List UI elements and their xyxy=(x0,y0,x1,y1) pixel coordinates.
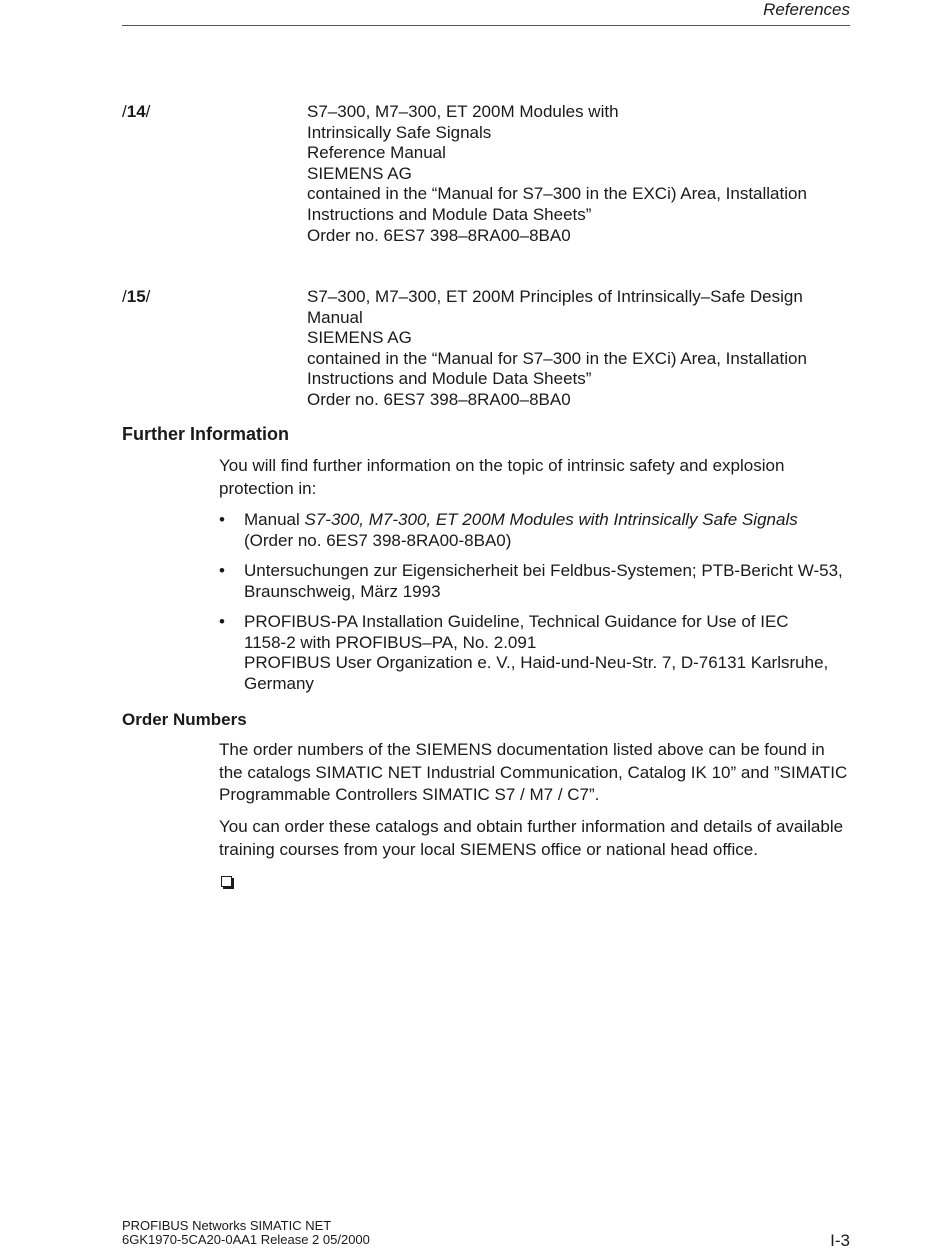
list-item-line: PROFIBUS-PA Installation Guideline, Technical Guidance for Use of IEC xyxy=(244,612,789,631)
reference-details xyxy=(307,287,852,411)
reference-line: Manual xyxy=(307,307,363,327)
reference-line: Reference Manual xyxy=(307,143,446,163)
reference-details xyxy=(307,102,852,246)
page-number: I-3 xyxy=(830,1231,850,1250)
further-information-intro: You will find further information on the topic of intrinsic safety and explosion protection in: xyxy=(219,456,785,498)
list-item-text xyxy=(244,510,854,551)
list-item-line: (Order no. 6ES7 398-8RA00-8BA0) xyxy=(244,530,512,550)
header-divider xyxy=(122,25,850,26)
reference-line: contained in the “Manual for S7–300 in the EXCi) Area, Installation xyxy=(307,348,807,368)
reference-line: Intrinsically Safe Signals xyxy=(307,122,492,142)
list-item-line: Braunschweig, März 1993 xyxy=(244,581,441,601)
reference-number: /15/ xyxy=(122,287,151,306)
list-item-line: Untersuchungen zur Eigensicherheit bei Feldbus-Systemen; PTB-Bericht W-53, xyxy=(244,561,843,580)
list-item-text xyxy=(244,561,854,602)
list-item-line xyxy=(244,510,854,531)
footer-publication-info xyxy=(122,1219,370,1247)
reference-line: SIEMENS AG xyxy=(307,163,412,183)
list-item-line: PROFIBUS User Organization e. V., Haid-und-Neu-Str. 7, D-76131 Karlsruhe, xyxy=(244,653,829,673)
bullet-icon: • xyxy=(219,612,225,631)
reference-number-value: 14 xyxy=(126,102,146,121)
reference-number-value: 15 xyxy=(126,287,146,306)
list-item-line: Germany xyxy=(244,673,314,693)
reference-line: S7–300, M7–300, ET 200M Modules with xyxy=(307,102,619,121)
list-item-line: 1158-2 with PROFIBUS–PA, No. 2.091 xyxy=(244,632,537,652)
order-numbers-paragraph: The order numbers of the SIEMENS documentation listed above can be found in the catalogs SIMATIC NET Industrial Communication, Catalog IK 10” and ”SIMATIC Programmable Controllers SIMATIC S7 / M7 / C7”. xyxy=(219,740,848,805)
reference-entry-15 xyxy=(122,287,850,417)
bullet-icon: • xyxy=(219,510,225,529)
reference-line: Order no. 6ES7 398–8RA00–8BA0 xyxy=(307,389,571,409)
further-information-heading: Further Information xyxy=(122,424,289,444)
footer-line: PROFIBUS Networks SIMATIC NET xyxy=(122,1218,332,1233)
running-header-title: References xyxy=(763,0,850,19)
bullet-icon: • xyxy=(219,561,225,580)
order-numbers-paragraph: You can order these catalogs and obtain further information and details of available training courses from your local SIEMENS office or national head office. xyxy=(219,817,844,859)
reference-line: SIEMENS AG xyxy=(307,328,412,348)
reference-line: Order no. 6ES7 398–8RA00–8BA0 xyxy=(307,225,571,245)
reference-entry-14 xyxy=(122,102,850,252)
list-item-text xyxy=(244,612,854,694)
reference-number: /14/ xyxy=(122,102,151,121)
order-numbers-heading: Order Numbers xyxy=(122,710,247,729)
reference-line: Instructions and Module Data Sheets” xyxy=(307,204,592,224)
manual-title: S7-300, M7-300, ET 200M Modules with Intrinsically Safe Signals xyxy=(304,510,798,529)
further-information-list xyxy=(219,510,851,700)
footer-line: 6GK1970-5CA20-0AA1 Release 2 05/2000 xyxy=(122,1232,370,1247)
reference-line: Instructions and Module Data Sheets” xyxy=(307,369,592,389)
list-item-prefix: Manual xyxy=(244,510,305,529)
end-of-section-icon xyxy=(221,876,232,887)
reference-line: contained in the “Manual for S7–300 in the EXCi) Area, Installation xyxy=(307,184,807,204)
reference-line: S7–300, M7–300, ET 200M Principles of Intrinsically–Safe Design xyxy=(307,287,803,306)
